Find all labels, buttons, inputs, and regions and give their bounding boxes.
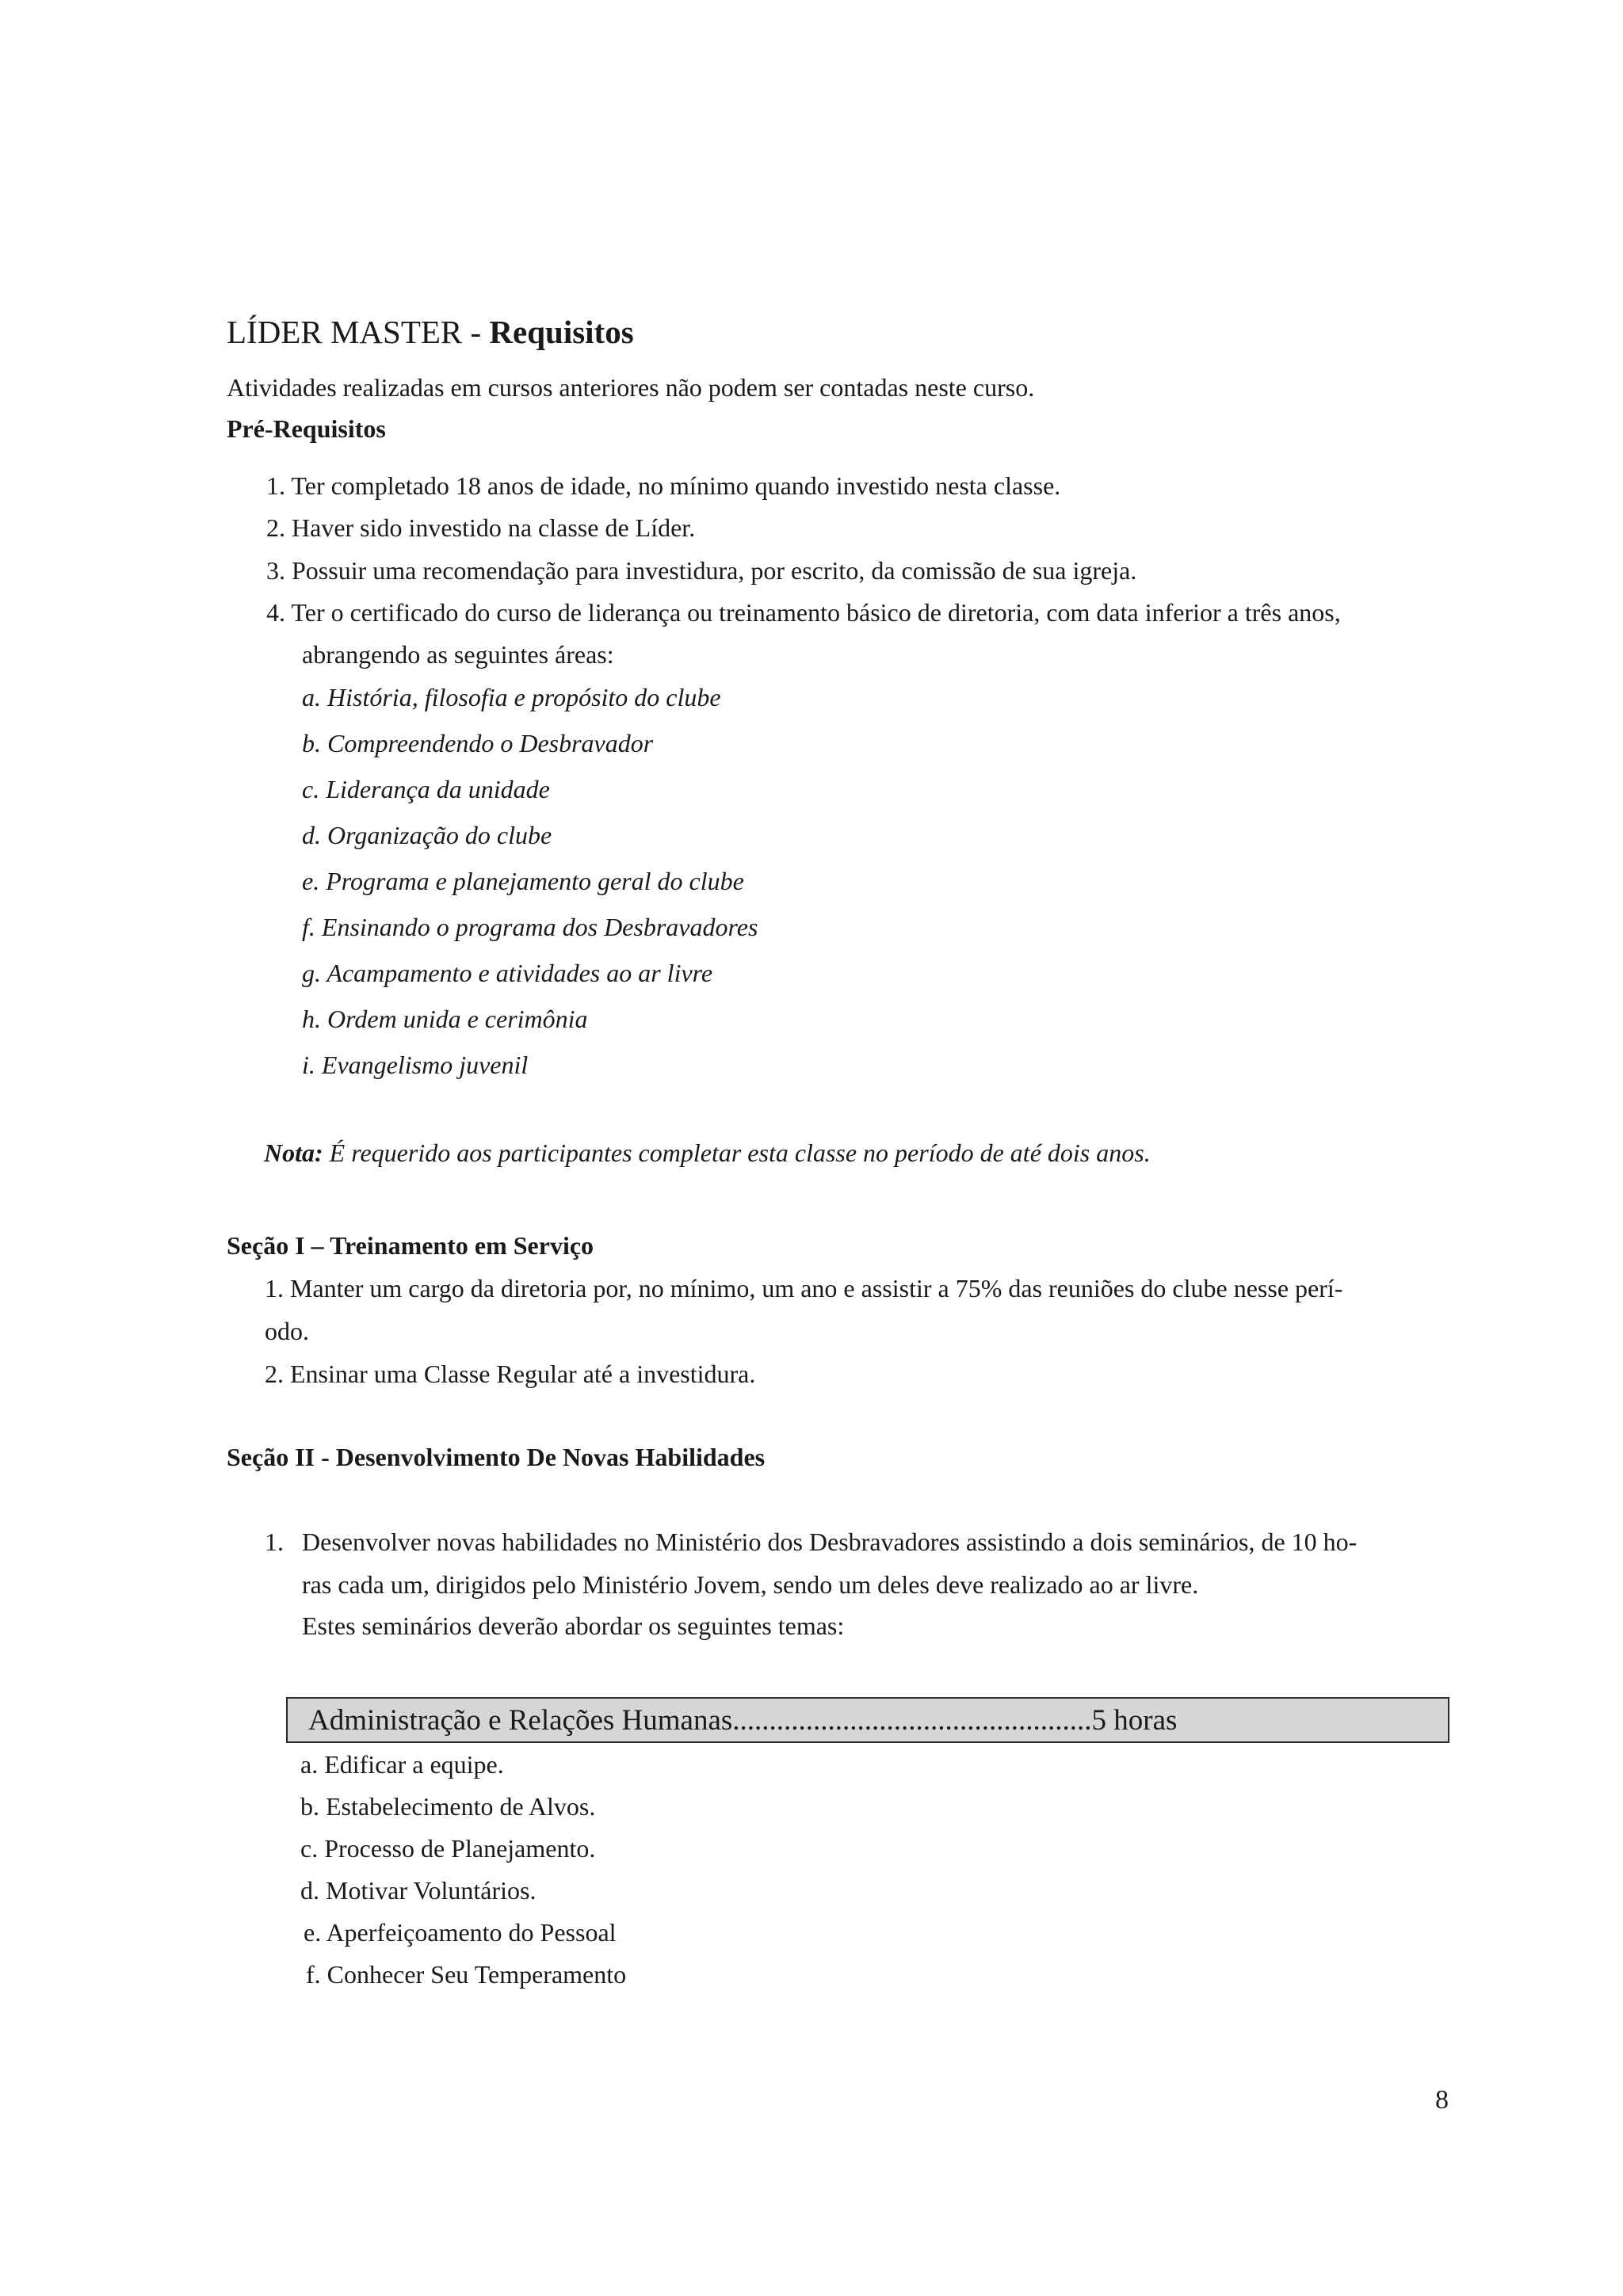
intro-text: Atividades realizadas em cursos anteriores não podem ser contadas neste curso. xyxy=(227,373,1035,402)
area-item: b. Compreendendo o Desbravador xyxy=(302,729,654,757)
topic-item: e. Aperfeiçoamento do Pessoal xyxy=(304,1918,617,1947)
seminar-topic-label: Administração e Relações Humanas.................................................5 horas xyxy=(308,1704,1178,1737)
nota-text xyxy=(264,1138,1151,1168)
prereq-item-continuation: abrangendo as seguintes áreas: xyxy=(302,640,614,669)
section1-item: 2. Ensinar uma Classe Regular até a investidura. xyxy=(265,1360,756,1388)
section1-heading: Seção I – Treinamento em Serviço xyxy=(227,1231,594,1260)
area-item: e. Programa e planejamento geral do clube xyxy=(302,867,744,895)
area-item: i. Evangelismo juvenil xyxy=(302,1051,529,1079)
section1-item: 1. Manter um cargo da diretoria por, no mínimo, um ano e assistir a 75% das reuniões do clube nesse perí- xyxy=(265,1274,1343,1302)
topic-item: d. Motivar Voluntários. xyxy=(300,1876,537,1905)
nota-label: Nota: xyxy=(264,1138,323,1167)
prereq-heading: Pré-Requisitos xyxy=(227,414,386,443)
area-item: d. Organização do clube xyxy=(302,821,552,849)
page-title-main: LÍDER MASTER - xyxy=(227,314,490,350)
section2-item-line: Estes seminários deverão abordar os seguintes temas: xyxy=(302,1611,845,1640)
page-number: 8 xyxy=(1435,2085,1449,2115)
topic-item: b. Estabelecimento de Alvos. xyxy=(300,1792,596,1821)
topic-item: c. Processo de Planejamento. xyxy=(300,1834,596,1863)
nota-body: É requerido aos participantes completar esta classe no período de até dois anos. xyxy=(323,1138,1151,1167)
area-item: c. Liderança da unidade xyxy=(302,775,550,803)
page-title-bold: Requisitos xyxy=(489,314,634,350)
prereq-item: 3. Possuir uma recomendação para investidura, por escrito, da comissão de sua igreja. xyxy=(266,556,1137,585)
prereq-item: 2. Haver sido investido na classe de Líder. xyxy=(266,513,696,542)
section1-item-continuation: odo. xyxy=(265,1317,309,1345)
topic-item: f. Conhecer Seu Temperamento xyxy=(306,1960,627,1989)
area-item: g. Acampamento e atividades ao ar livre xyxy=(302,959,713,987)
area-item: f. Ensinando o programa dos Desbravadores xyxy=(302,913,758,941)
section2-item-line: ras cada um, dirigidos pelo Ministério Jovem, sendo um deles deve realizado ao ar livre. xyxy=(302,1570,1199,1599)
section2-item-number: 1. xyxy=(265,1527,284,1556)
seminar-topic-box xyxy=(286,1697,1449,1743)
area-item: a. História, filosofia e propósito do clube xyxy=(302,683,721,711)
section2-heading: Seção II - Desenvolvimento De Novas Habilidades xyxy=(227,1443,766,1471)
page-title xyxy=(227,313,634,351)
prereq-item: 1. Ter completado 18 anos de idade, no mínimo quando investido nesta classe. xyxy=(266,471,1061,500)
topic-item: a. Edificar a equipe. xyxy=(300,1750,504,1779)
section2-item-line: Desenvolver novas habilidades no Ministério dos Desbravadores assistindo a dois seminários, de 10 ho- xyxy=(302,1527,1358,1556)
prereq-item: 4. Ter o certificado do curso de liderança ou treinamento básico de diretoria, com data inferior a três anos, xyxy=(266,598,1341,627)
area-item: h. Ordem unida e cerimônia xyxy=(302,1005,588,1033)
